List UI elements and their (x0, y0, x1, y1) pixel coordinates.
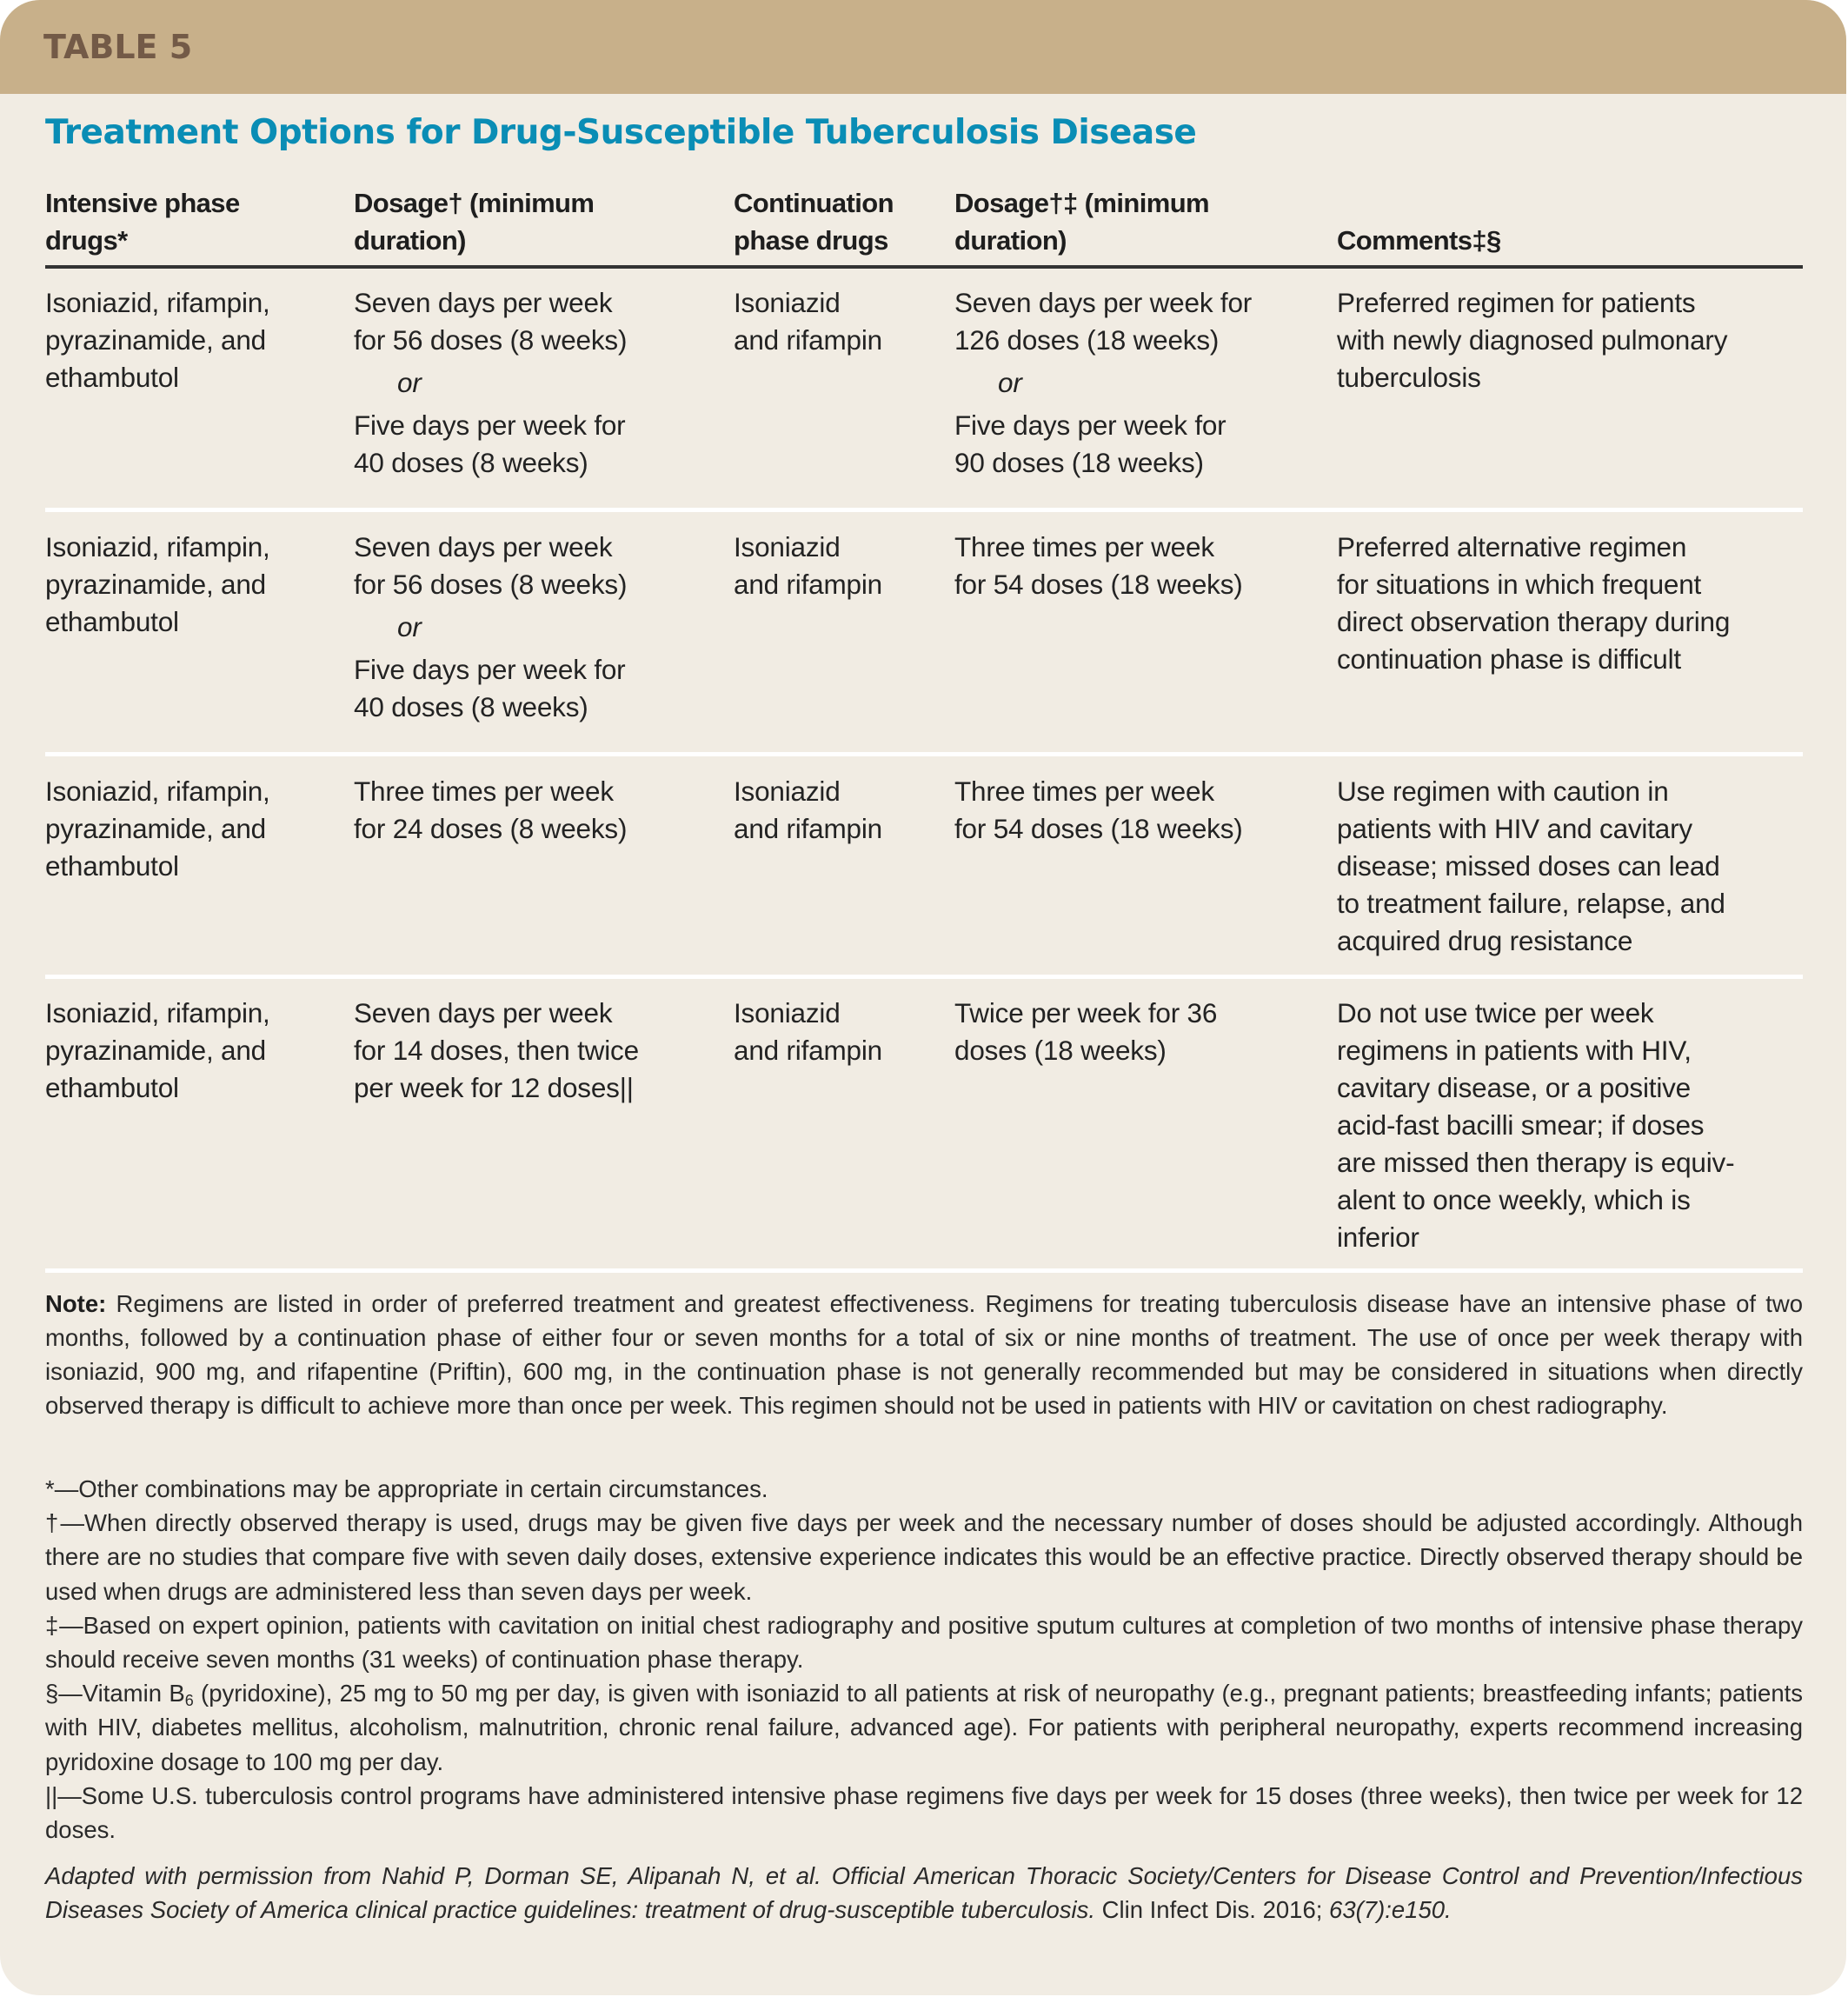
cell-line: 40 doses (8 weeks) (354, 691, 588, 722)
footnote-asterisk: *—Other combinations may be appropriate in certain circumstances. (45, 1475, 768, 1502)
column-header-continuation-drugs (734, 184, 894, 259)
citation-journal: Clin Infect Dis. 2016; (1095, 1896, 1323, 1923)
column-header-line: duration) (354, 225, 466, 256)
footnote-section-text: (pyridoxine), 25 mg to 50 mg per day, is given with isoniazid to all patients at risk of neuropathy (e.g., pregnant patients; breastfeeding infants; patients with HIV, diabetes mellitus, alcoholism, malnutrition, chronic renal failure, advanced age). For patients with peripheral neuropathy, experts recommend increasing pyridoxine dosage to 100 mg per day. (45, 1680, 1803, 1775)
cell-line: disease; missed doses can lead (1337, 850, 1720, 882)
cell-line: Preferred regimen for patients (1337, 287, 1696, 318)
cell-line: for 56 doses (8 weeks) (354, 324, 628, 356)
cell-continuation-drugs (734, 773, 882, 848)
cell-line: direct observation therapy during (1337, 606, 1731, 637)
cell-intensive-drugs (45, 284, 270, 396)
cell-intensive-dosage (354, 995, 639, 1107)
footnote-double-dagger: ‡—Based on expert opinion, patients with cavitation on initial chest radiography and positive sputum cultures at completion of two months of intensive phase therapy should receive seven months (31 weeks) of continuation phase therapy. (45, 1611, 1803, 1674)
cell-line: Isoniazid, rifampin, (45, 997, 270, 1028)
cell-line: are missed then therapy is equiv- (1337, 1147, 1735, 1178)
cell-line: Seven days per week for (954, 287, 1253, 318)
cell-line: pyrazinamide, and (45, 1035, 266, 1066)
column-header-line: duration) (954, 225, 1067, 256)
row-separator (45, 1268, 1803, 1273)
cell-line: and rifampin (734, 324, 882, 356)
footnotes (45, 1472, 1803, 1847)
column-header-comments (1337, 222, 1501, 259)
cell-line: Isoniazid, rifampin, (45, 531, 270, 562)
cell-continuation-drugs (734, 284, 882, 359)
cell-line: for 56 doses (8 weeks) (354, 569, 628, 600)
cell-line: for 54 doses (18 weeks) (954, 569, 1243, 600)
cell-line: Do not use twice per week (1337, 997, 1654, 1028)
cell-line: for 54 doses (18 weeks) (954, 813, 1243, 844)
cell-line: Three times per week (354, 776, 614, 807)
cell-continuation-drugs (734, 995, 882, 1069)
cell-line: with newly diagnosed pulmonary (1337, 324, 1728, 356)
cell-continuation-dosage (954, 529, 1243, 603)
cell-intensive-dosage (354, 529, 627, 726)
cell-intensive-dosage (354, 773, 627, 848)
cell-intensive-drugs (45, 773, 270, 885)
cell-line: per week for 12 doses|| (354, 1072, 634, 1103)
cell-line: Seven days per week (354, 531, 613, 562)
cell-continuation-dosage (954, 773, 1243, 848)
column-header-line: phase drugs (734, 225, 888, 256)
cell-line: ethambutol (45, 1072, 179, 1103)
column-header-line: Continuation (734, 188, 894, 218)
cell-line: 90 doses (18 weeks) (954, 447, 1204, 478)
column-header-line: Dosage† (minimum (354, 188, 595, 218)
cell-comments (1337, 284, 1727, 396)
cell-line: 40 doses (8 weeks) (354, 447, 588, 478)
cell-line: for 24 doses (8 weeks) (354, 813, 628, 844)
note-text: Regimens are listed in order of preferred treatment and greatest effectiveness. Regimens for treating tuberculosis disease have an intensive phase of two months, followed by a continuation phase of either four or seven months for a total of six or nine months of treatment. The use of once per week therapy with isoniazid, 900 mg, and rifapentine (Priftin), 600 mg, in the continuation phase is not generally recommended but may be considered in situations when directly observed therapy is difficult to achieve more than once per week. This regimen should not be used in patients with HIV or cavitation on chest radiography. (45, 1290, 1803, 1419)
cell-line: regimens in patients with HIV, (1337, 1035, 1692, 1066)
cell-line: 126 doses (18 weeks) (954, 324, 1220, 356)
cell-intensive-drugs (45, 529, 270, 641)
cell-comments (1337, 773, 1725, 960)
cell-line: acid-fast bacilli smear; if doses (1337, 1109, 1705, 1141)
cell-line: tuberculosis (1337, 362, 1481, 393)
cell-line: Twice per week for 36 (954, 997, 1218, 1028)
column-header-line: drugs* (45, 225, 128, 256)
cell-line: Three times per week (954, 776, 1214, 807)
column-header-intensive-dosage (354, 184, 594, 259)
cell-continuation-dosage (954, 995, 1217, 1069)
column-header-continuation-dosage (954, 184, 1209, 259)
cell-line: and rifampin (734, 569, 882, 600)
cell-comments (1337, 529, 1730, 678)
row-separator (45, 508, 1803, 512)
column-header-line: Comments‡§ (1337, 225, 1501, 256)
cell-continuation-dosage (954, 284, 1252, 482)
cell-intensive-dosage (354, 284, 627, 482)
or-separator: or (397, 367, 422, 398)
or-separator: or (998, 367, 1022, 398)
cell-line: Seven days per week (354, 287, 613, 318)
or-separator: or (397, 611, 422, 642)
cell-line: acquired drug resistance (1337, 925, 1633, 956)
cell-line: pyrazinamide, and (45, 813, 266, 844)
subscript: 6 (184, 1692, 194, 1710)
cell-line: doses (18 weeks) (954, 1035, 1167, 1066)
cell-line: Five days per week for (954, 409, 1226, 441)
column-header-intensive-drugs (45, 184, 240, 259)
cell-line: inferior (1337, 1221, 1419, 1253)
table-note (45, 1287, 1803, 1422)
table-label-band (0, 0, 1846, 94)
cell-intensive-drugs (45, 995, 270, 1107)
footnote-parallel: ||—Some U.S. tuberculosis control programs have administered intensive phase regimens five days per week for 15 doses (three weeks), then twice per week for 12 doses. (45, 1781, 1803, 1844)
column-header-line: Dosage†‡ (minimum (954, 188, 1209, 218)
cell-comments (1337, 995, 1734, 1256)
cell-continuation-drugs (734, 529, 882, 603)
cell-line: Preferred alternative regimen (1337, 531, 1687, 562)
table-number-label: TABLE 5 (43, 28, 193, 66)
header-rule (45, 265, 1803, 269)
cell-line: to treatment failure, relapse, and (1337, 888, 1725, 919)
cell-line: Three times per week (954, 531, 1214, 562)
cell-line: Isoniazid (734, 531, 841, 562)
cell-line: alent to once weekly, which is (1337, 1184, 1691, 1215)
cell-line: patients with HIV and cavitary (1337, 813, 1692, 844)
cell-line: continuation phase is difficult (1337, 643, 1681, 675)
row-separator (45, 752, 1803, 756)
cell-line: ethambutol (45, 362, 179, 393)
source-citation (45, 1859, 1803, 1927)
cell-line: Isoniazid (734, 776, 841, 807)
cell-line: Isoniazid, rifampin, (45, 776, 270, 807)
cell-line: Seven days per week (354, 997, 613, 1028)
cell-line: ethambutol (45, 850, 179, 882)
citation-volume: 63(7):e150. (1322, 1896, 1452, 1923)
cell-line: Use regimen with caution in (1337, 776, 1669, 807)
row-separator (45, 975, 1803, 979)
cell-line: and rifampin (734, 813, 882, 844)
note-label: Note: (45, 1290, 107, 1317)
footnote-dagger: †—When directly observed therapy is used, drugs may be given five days per week and the necessary number of doses should be adjusted accordingly. Although there are no studies that compare five with seven daily doses, extensive experience indicates this would be an effective practice. Directly observed therapy should be used when drugs are administered less than seven days per week. (45, 1509, 1803, 1605)
footnote-section (45, 1676, 1803, 1779)
column-header-line: Intensive phase (45, 188, 240, 218)
cell-line: for situations in which frequent (1337, 569, 1702, 600)
cell-line: for 14 doses, then twice (354, 1035, 639, 1066)
footnote-section-prefix: §—Vitamin B (45, 1680, 185, 1707)
cell-line: pyrazinamide, and (45, 324, 266, 356)
table-header (45, 177, 1803, 264)
cell-line: cavitary disease, or a positive (1337, 1072, 1691, 1103)
cell-line: pyrazinamide, and (45, 569, 266, 600)
cell-line: Five days per week for (354, 654, 626, 685)
cell-line: Isoniazid, rifampin, (45, 287, 270, 318)
cell-line: Isoniazid (734, 997, 841, 1028)
cell-line: and rifampin (734, 1035, 882, 1066)
citation-italic: Adapted with permission from Nahid P, Dorman SE, Alipanah N, et al. Official American Thoracic Society/Centers for Disease Control and Prevention/Infectious Diseases Society of America clinical practice guidelines: treatment of drug-susceptible tuberculosis. (45, 1862, 1803, 1923)
cell-line: ethambutol (45, 606, 179, 637)
table-title: Treatment Options for Drug-Susceptible Tuberculosis Disease (45, 113, 1197, 152)
cell-line: Isoniazid (734, 287, 841, 318)
cell-line: Five days per week for (354, 409, 626, 441)
